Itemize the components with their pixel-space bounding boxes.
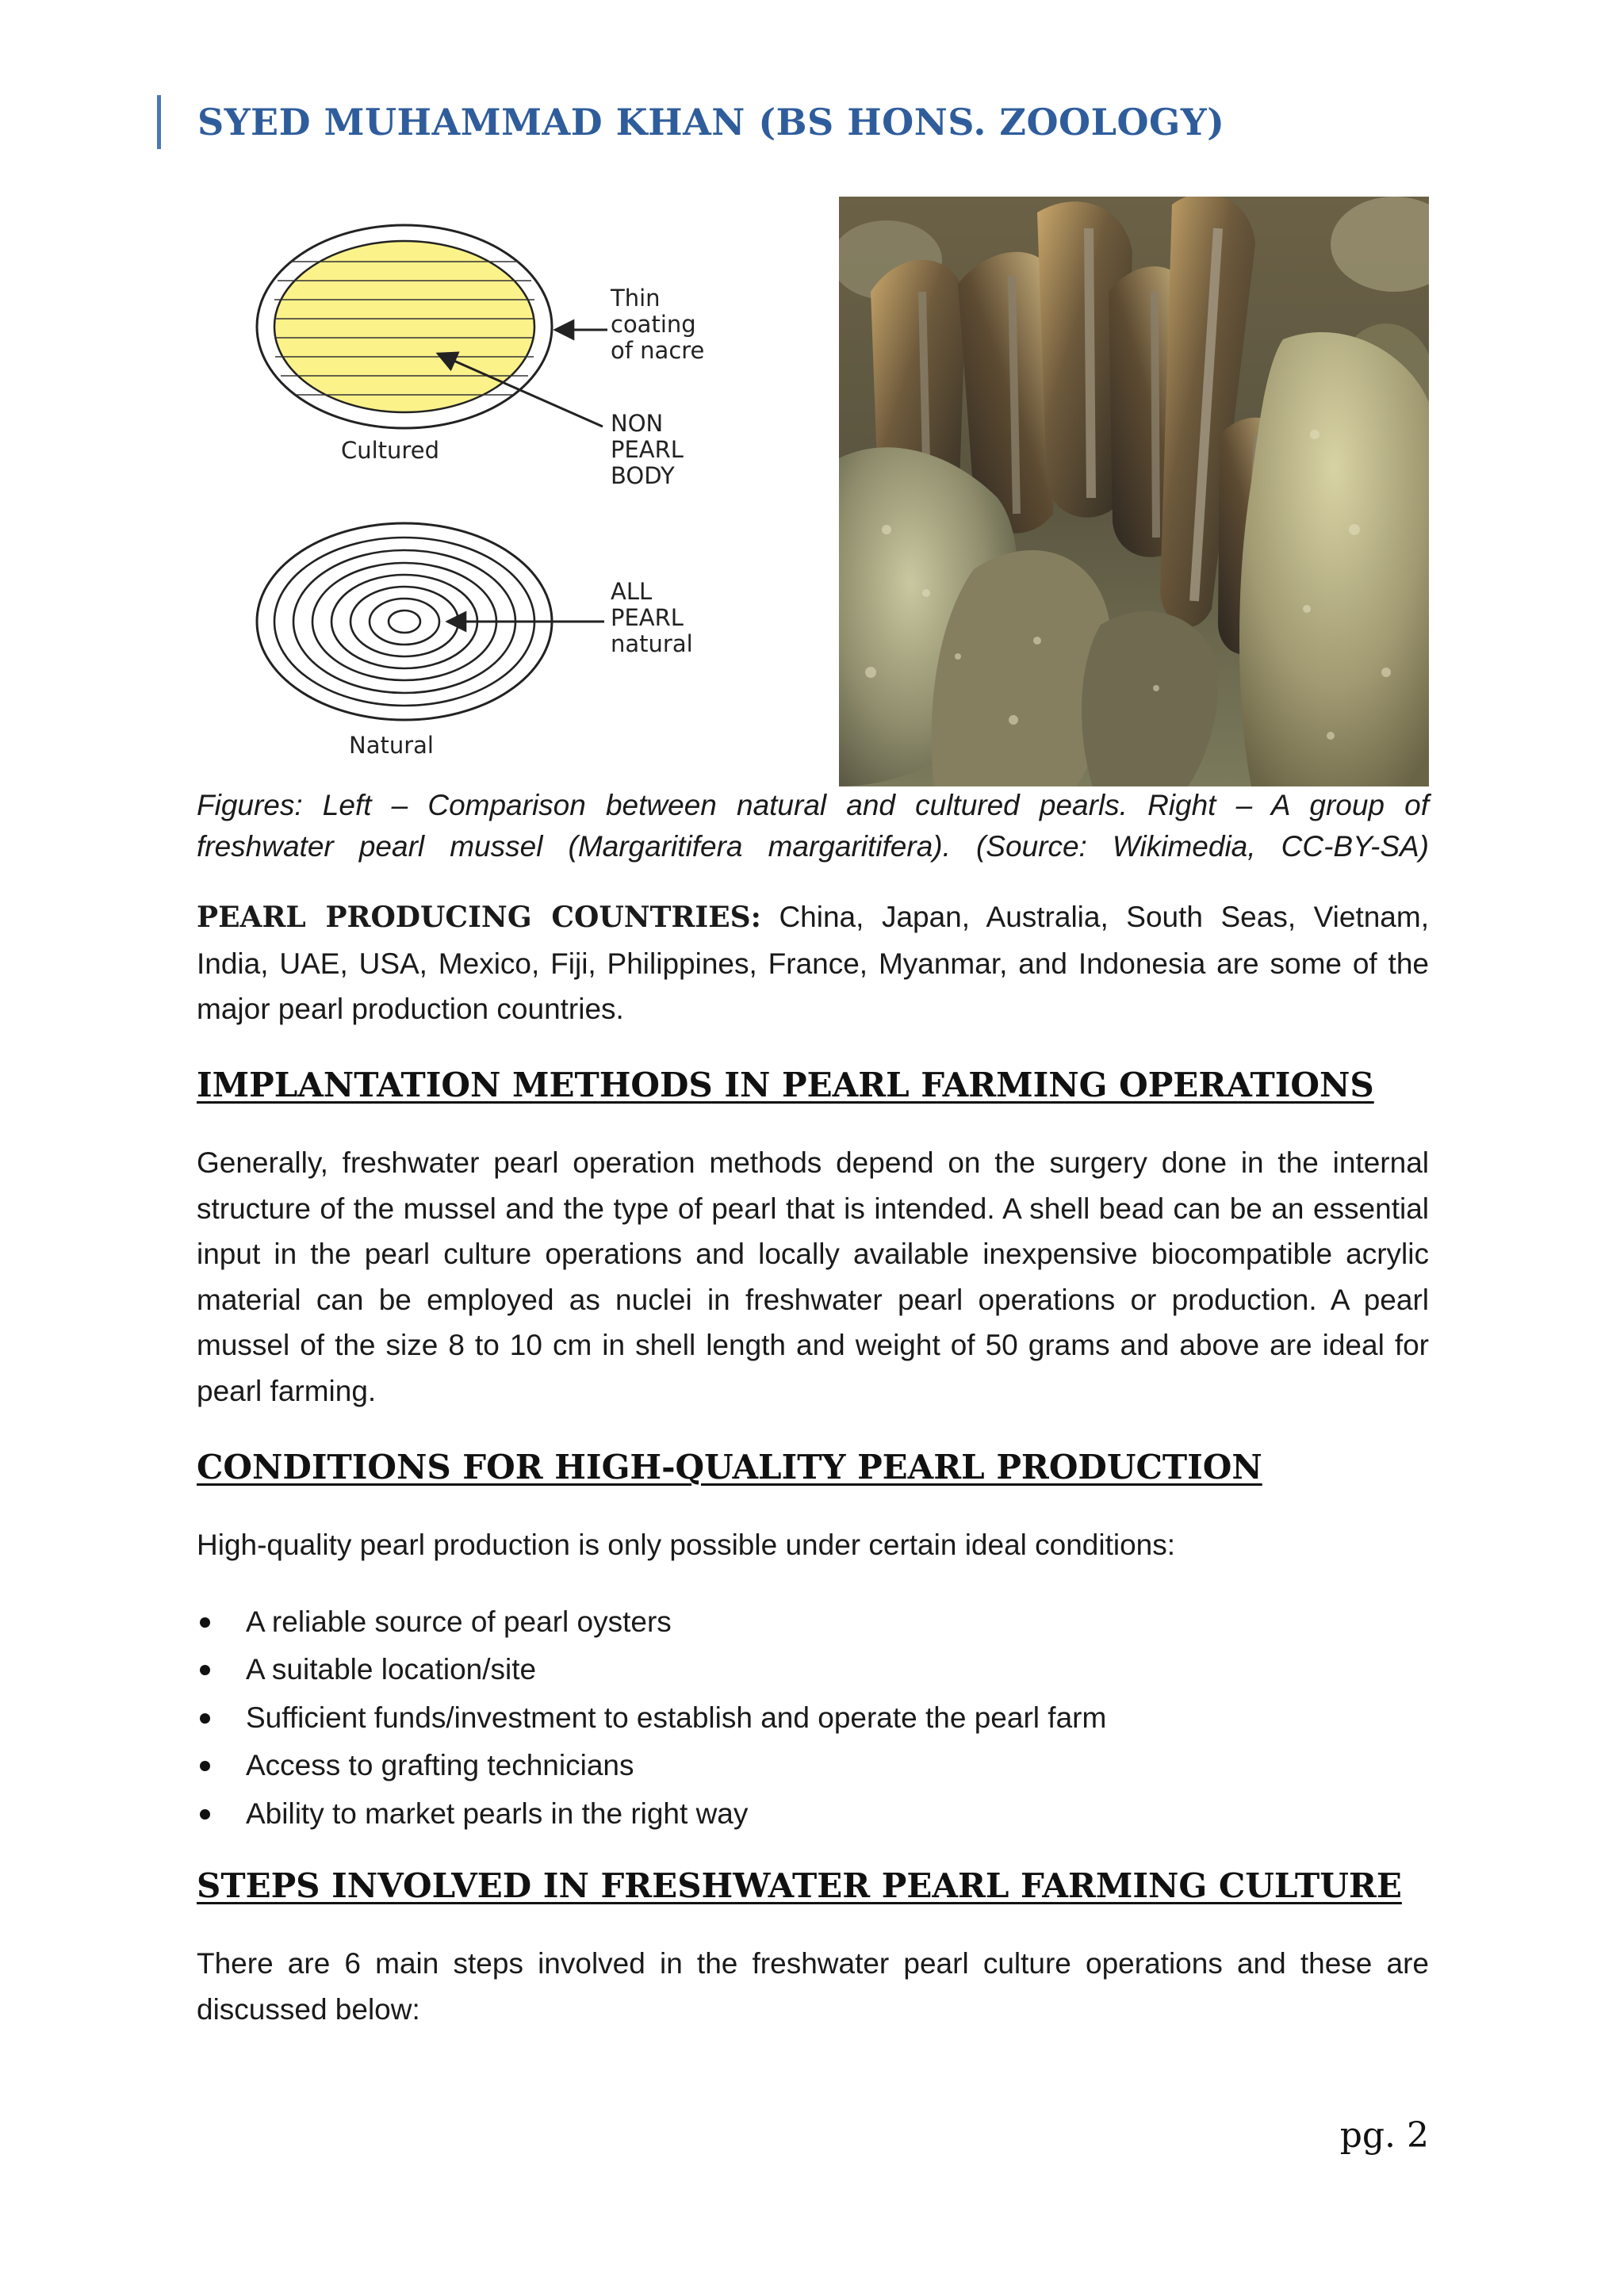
thin-coating-label: Thin coating of nacre xyxy=(611,285,705,364)
all-pearl-natural-label: ALL PEARL natural xyxy=(611,578,693,657)
bullet-icon xyxy=(200,1809,210,1820)
natural-label: Natural xyxy=(349,732,434,759)
conditions-list xyxy=(197,1598,1106,1838)
conditions-intro: High-quality pearl production is only possible under certain ideal conditions: xyxy=(197,1529,1176,1561)
cultured-label: Cultured xyxy=(341,437,439,464)
pearl-comparison-diagram xyxy=(238,214,777,769)
countries-paragraph xyxy=(197,894,1429,1032)
countries-lead: PEARL PRODUCING COUNTRIES: xyxy=(197,901,761,934)
list-item xyxy=(197,1646,1106,1693)
list-item-text: Access to grafting technicians xyxy=(246,1749,634,1782)
bullet-icon xyxy=(200,1761,210,1771)
figure-caption xyxy=(197,785,1429,867)
non-pearl-body-label: NON PEARL BODY xyxy=(611,410,684,489)
bullet-icon xyxy=(200,1665,210,1675)
implantation-heading: IMPLANTATION METHODS IN PEARL FARMING OPERATIONS xyxy=(197,1066,1374,1104)
list-item xyxy=(197,1790,1106,1838)
steps-paragraph: There are 6 main steps involved in the freshwater pearl culture operations and these are discussed below: xyxy=(197,1947,1429,2026)
list-item-text: Ability to market pearls in the right way xyxy=(246,1797,749,1830)
list-item-text: A reliable source of pearl oysters xyxy=(246,1605,672,1638)
bullet-icon xyxy=(200,1617,210,1628)
page-number: pg. 2 xyxy=(1339,2115,1429,2156)
conditions-heading: CONDITIONS FOR HIGH-QUALITY PEARL PRODUCTION xyxy=(197,1448,1262,1487)
list-item-text: Sufficient funds/investment to establish and operate the pearl farm xyxy=(246,1701,1107,1734)
steps-heading: STEPS INVOLVED IN FRESHWATER PEARL FARMING CULTURE xyxy=(197,1866,1402,1905)
bullet-icon xyxy=(200,1713,210,1724)
implantation-paragraph: Generally, freshwater pearl operation methods depend on the surgery done in the internal structure of the mussel and the type of pearl that is intended. A shell bead can be an essential input in the pearl culture operations and locally available inexpensive biocompatible acrylic material can be employed as nuclei in freshwater pearl operations or production. A pearl mussel of the size 8 to 10 cm in shell length and weight of 50 grams and above are ideal for pearl farming. xyxy=(197,1146,1429,1407)
cultured-pearl-figure xyxy=(257,225,607,428)
caption-line-1: Figures: Left – Comparison between natural and cultured pearls. Right – A group of xyxy=(197,789,1429,821)
mussel-photo-illustration xyxy=(839,197,1429,786)
list-item xyxy=(197,1694,1106,1742)
mussel-photo xyxy=(839,197,1429,786)
caption-line-2: freshwater pearl mussel (Margaritifera margaritifera). (Source: Wikimedia, CC-BY-SA) xyxy=(197,830,1429,863)
page-header xyxy=(157,95,1224,149)
author-title: SYED MUHAMMAD KHAN (BS HONS. ZOOLOGY) xyxy=(197,101,1225,144)
natural-pearl-figure xyxy=(257,523,604,720)
list-item-text: A suitable location/site xyxy=(246,1653,537,1686)
countries-text: China, Japan, Australia, South Seas, Vietnam, India, UAE, USA, Mexico, Fiji, Philippines, France, Myanmar, and Indonesia are some of the major pearl production countries. xyxy=(197,901,1429,1026)
list-item xyxy=(197,1742,1106,1789)
list-item xyxy=(197,1598,1106,1646)
